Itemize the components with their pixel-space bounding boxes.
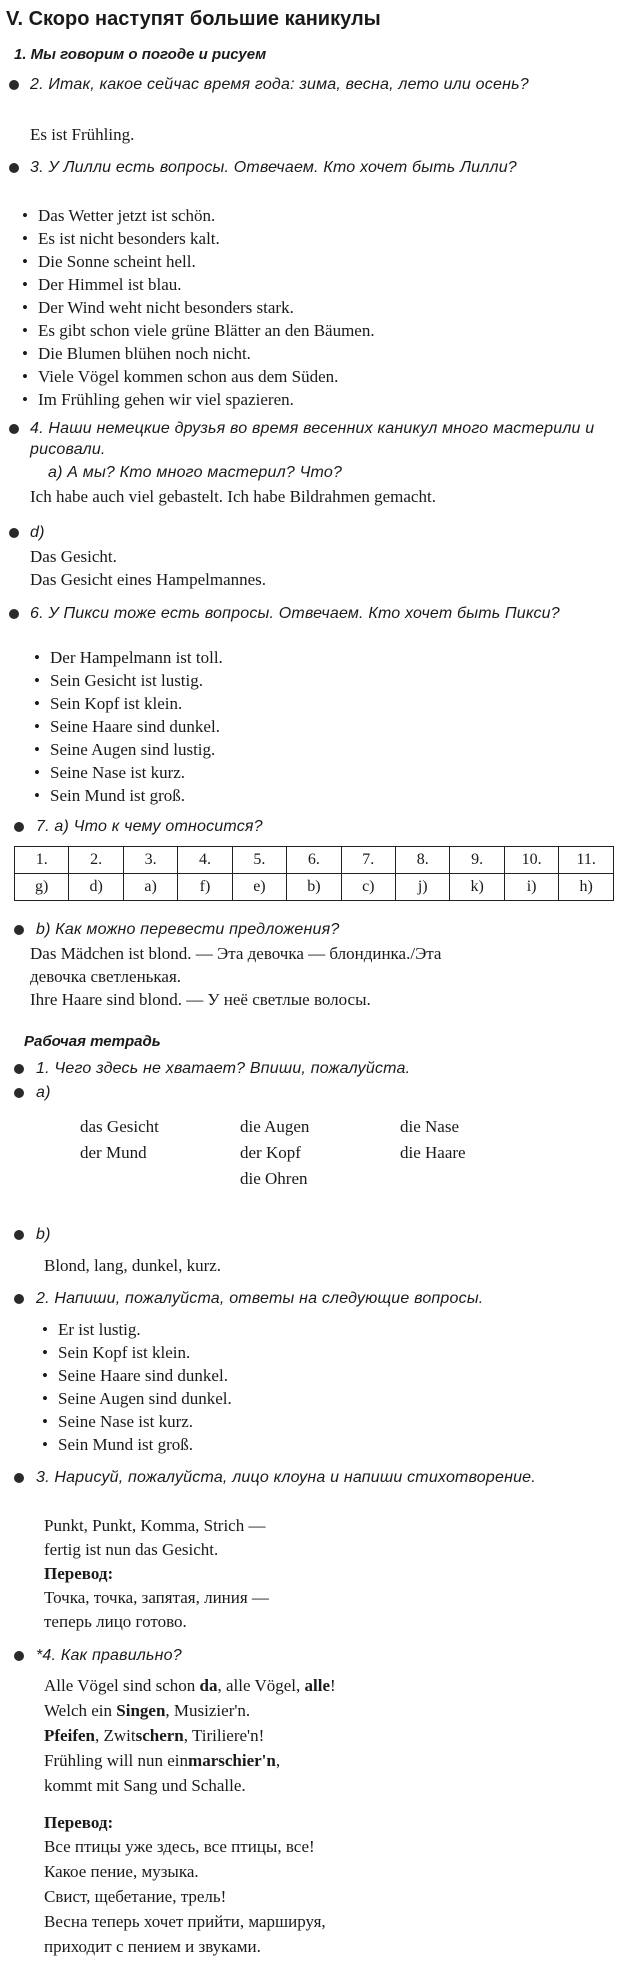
- list-item: • Er ist lustig.: [58, 1319, 141, 1341]
- table-cell: 3.: [123, 847, 177, 874]
- workbook-heading: Рабочая тетрадь: [24, 1033, 161, 1050]
- list-item: • Sein Mund ist groß.: [50, 785, 185, 807]
- table-cell: i): [504, 874, 559, 901]
- list-item: • Seine Nase ist kurz.: [58, 1411, 193, 1433]
- translation-label: Перевод:: [44, 1813, 114, 1832]
- question-3: 3. У Лилли есть вопросы. Отвечаем. Кто хочет быть Лилли?: [30, 159, 517, 176]
- question-2: 2. Итак, какое сейчас время года: зима, весна, лето или осень?: [30, 76, 529, 93]
- word: der Mund: [80, 1143, 147, 1162]
- list-item: • Seine Augen sind dunkel.: [58, 1388, 232, 1410]
- translation-line: Какое пение, музыка.: [44, 1862, 199, 1881]
- workbook-question-1: 1. Чего здесь не хватает? Впиши, пожалуйста.: [36, 1060, 411, 1077]
- word: die Ohren: [240, 1169, 308, 1188]
- list-item: • Das Wetter jetzt ist schön.: [38, 205, 215, 227]
- list-item: • Es ist nicht besonders kalt.: [38, 228, 220, 250]
- list-item: • Sein Mund ist groß.: [58, 1434, 193, 1456]
- table-cell: a): [123, 874, 177, 901]
- answer-line: Das Gesicht.: [30, 547, 117, 566]
- list-item: • Der Wind weht nicht besonders stark.: [38, 297, 294, 319]
- translation-line: Свист, щебетание, трель!: [44, 1887, 227, 1906]
- list-item: • Die Sonne scheint hell.: [38, 251, 196, 273]
- bullet-dot-icon: [14, 1294, 24, 1304]
- bullet-dot-icon: [9, 609, 19, 619]
- translation-label: Перевод:: [44, 1564, 114, 1583]
- list-item: • Der Hampelmann ist toll.: [50, 647, 223, 669]
- table-row: [80, 1114, 550, 1140]
- page-title: V. Скоро наступят большие каникулы: [6, 8, 381, 30]
- list-item: • Im Frühling gehen wir viel spazieren.: [38, 389, 294, 411]
- table-cell: k): [450, 874, 504, 901]
- table-cell: 9.: [450, 847, 504, 874]
- table-cell: 5.: [232, 847, 286, 874]
- poem-line: fertig ist nun das Gesicht.: [44, 1540, 219, 1559]
- table-cell: 7.: [341, 847, 395, 874]
- list-item: • Seine Augen sind lustig.: [50, 739, 215, 761]
- bullet-dot-icon: [9, 424, 19, 434]
- word: [80, 1166, 240, 1192]
- table-cell: 6.: [287, 847, 341, 874]
- table-cell: f): [178, 874, 232, 901]
- question-4-part-a: а) А мы? Кто много мастерил? Что?: [48, 464, 343, 481]
- answer-line: Ihre Haare sind blond. — У неё светлые волосы.: [30, 990, 371, 1009]
- question-4: 4. Наши немецкие друзья во время весенних каникул много мастерили и рисовали.: [30, 420, 595, 458]
- matching-table: [14, 846, 614, 901]
- workbook-question-1-part-a: a): [36, 1084, 51, 1101]
- workbook-question-2: 2. Напиши, пожалуйста, ответы на следующие вопросы.: [36, 1290, 484, 1307]
- table-cell: g): [15, 874, 69, 901]
- list-item: • Der Himmel ist blau.: [38, 274, 182, 296]
- word: das Gesicht: [80, 1117, 159, 1136]
- answer-line: Blond, lang, dunkel, kurz.: [44, 1256, 222, 1275]
- translation-line: Весна теперь хочет прийти, маршируя,: [44, 1912, 326, 1931]
- workbook-question-4: *4. Как правильно?: [36, 1647, 182, 1664]
- bullet-dot-icon: [14, 1088, 24, 1098]
- translation-line: приходит с пением и звуками.: [44, 1937, 261, 1956]
- answer-line: девочка светленькая.: [30, 967, 182, 986]
- table-row: [15, 874, 614, 901]
- question-4-part-d: d): [30, 524, 45, 541]
- table-cell: j): [396, 874, 450, 901]
- list-item: • Sein Gesicht ist lustig.: [50, 670, 203, 692]
- question-7: 7. а) Что к чему относится?: [36, 818, 263, 835]
- word: der Kopf: [240, 1143, 301, 1162]
- bullet-dot-icon: [9, 528, 19, 538]
- list-item: • Es gibt schon viele grüne Blätter an den Bäumen.: [38, 320, 375, 342]
- table-row: [15, 847, 614, 874]
- bullet-dot-icon: [14, 822, 24, 832]
- table-cell: 2.: [69, 847, 123, 874]
- translation-line: Все птицы уже здесь, все птицы, все!: [44, 1837, 315, 1856]
- table-cell: e): [232, 874, 286, 901]
- list-item: • Sein Kopf ist klein.: [58, 1342, 190, 1364]
- section-heading: 1. Мы говорим о погоде и рисуем: [14, 46, 267, 63]
- table-cell: c): [341, 874, 395, 901]
- word: die Haare: [400, 1143, 466, 1162]
- bullet-dot-icon: [14, 1473, 24, 1483]
- poem-line: Pfeifen, Zwitschern, Tiriliere'n!: [44, 1726, 265, 1745]
- poem-line: Frühling will nun einmarschier'n,: [44, 1751, 281, 1770]
- bullet-dot-icon: [14, 1651, 24, 1661]
- table-cell: h): [559, 874, 614, 901]
- bullet-dot-icon: [9, 163, 19, 173]
- list-item: • Die Blumen blühen noch nicht.: [38, 343, 251, 365]
- word: die Augen: [240, 1117, 310, 1136]
- bullet-dot-icon: [9, 80, 19, 90]
- word: die Nase: [400, 1117, 460, 1136]
- table-cell: 1.: [15, 847, 69, 874]
- translation-line: теперь лицо готово.: [44, 1612, 187, 1631]
- bullet-dot-icon: [14, 1230, 24, 1240]
- table-cell: 8.: [396, 847, 450, 874]
- bullet-dot-icon: [14, 1064, 24, 1074]
- table-cell: d): [69, 874, 123, 901]
- answer-line: Das Gesicht eines Hampelmannes.: [30, 570, 267, 589]
- list-item: • Seine Haare sind dunkel.: [50, 716, 220, 738]
- poem-line: Alle Vögel sind schon da, alle Vögel, alle!: [44, 1676, 336, 1695]
- word-grid: [80, 1114, 550, 1192]
- poem-line: Welch ein Singen, Musizier'n.: [44, 1701, 251, 1720]
- question-6: 6. У Пикси тоже есть вопросы. Отвечаем. Кто хочет быть Пикси?: [30, 605, 560, 622]
- list-item: • Seine Nase ist kurz.: [50, 762, 185, 784]
- workbook-question-3: 3. Нарисуй, пожалуйста, лицо клоуна и напиши стихотворение.: [36, 1469, 536, 1486]
- bullet-dot-icon: [14, 925, 24, 935]
- answer-line: Das Mädchen ist blond. — Эта девочка — блондинка./Эта: [30, 944, 442, 963]
- table-row: [80, 1140, 550, 1166]
- workbook-question-1-part-b: b): [36, 1226, 51, 1243]
- table-cell: 10.: [504, 847, 559, 874]
- answer-2: Es ist Frühling.: [30, 125, 135, 144]
- table-cell: 4.: [178, 847, 232, 874]
- list-item: • Viele Vögel kommen schon aus dem Süden.: [38, 366, 338, 388]
- poem-line: Punkt, Punkt, Komma, Strich —: [44, 1516, 266, 1535]
- translation-line: Точка, точка, запятая, линия —: [44, 1588, 269, 1607]
- word: [400, 1166, 550, 1192]
- table-cell: 11.: [559, 847, 614, 874]
- table-cell: b): [287, 874, 341, 901]
- poem-line: kommt mit Sang und Schalle.: [44, 1776, 246, 1795]
- answer-4: Ich habe auch viel gebastelt. Ich habe Bildrahmen gemacht.: [30, 487, 436, 506]
- question-7-part-b: b) Как можно перевести предложения?: [36, 921, 340, 938]
- table-row: [80, 1166, 550, 1192]
- list-item: • Seine Haare sind dunkel.: [58, 1365, 228, 1387]
- list-item: • Sein Kopf ist klein.: [50, 693, 182, 715]
